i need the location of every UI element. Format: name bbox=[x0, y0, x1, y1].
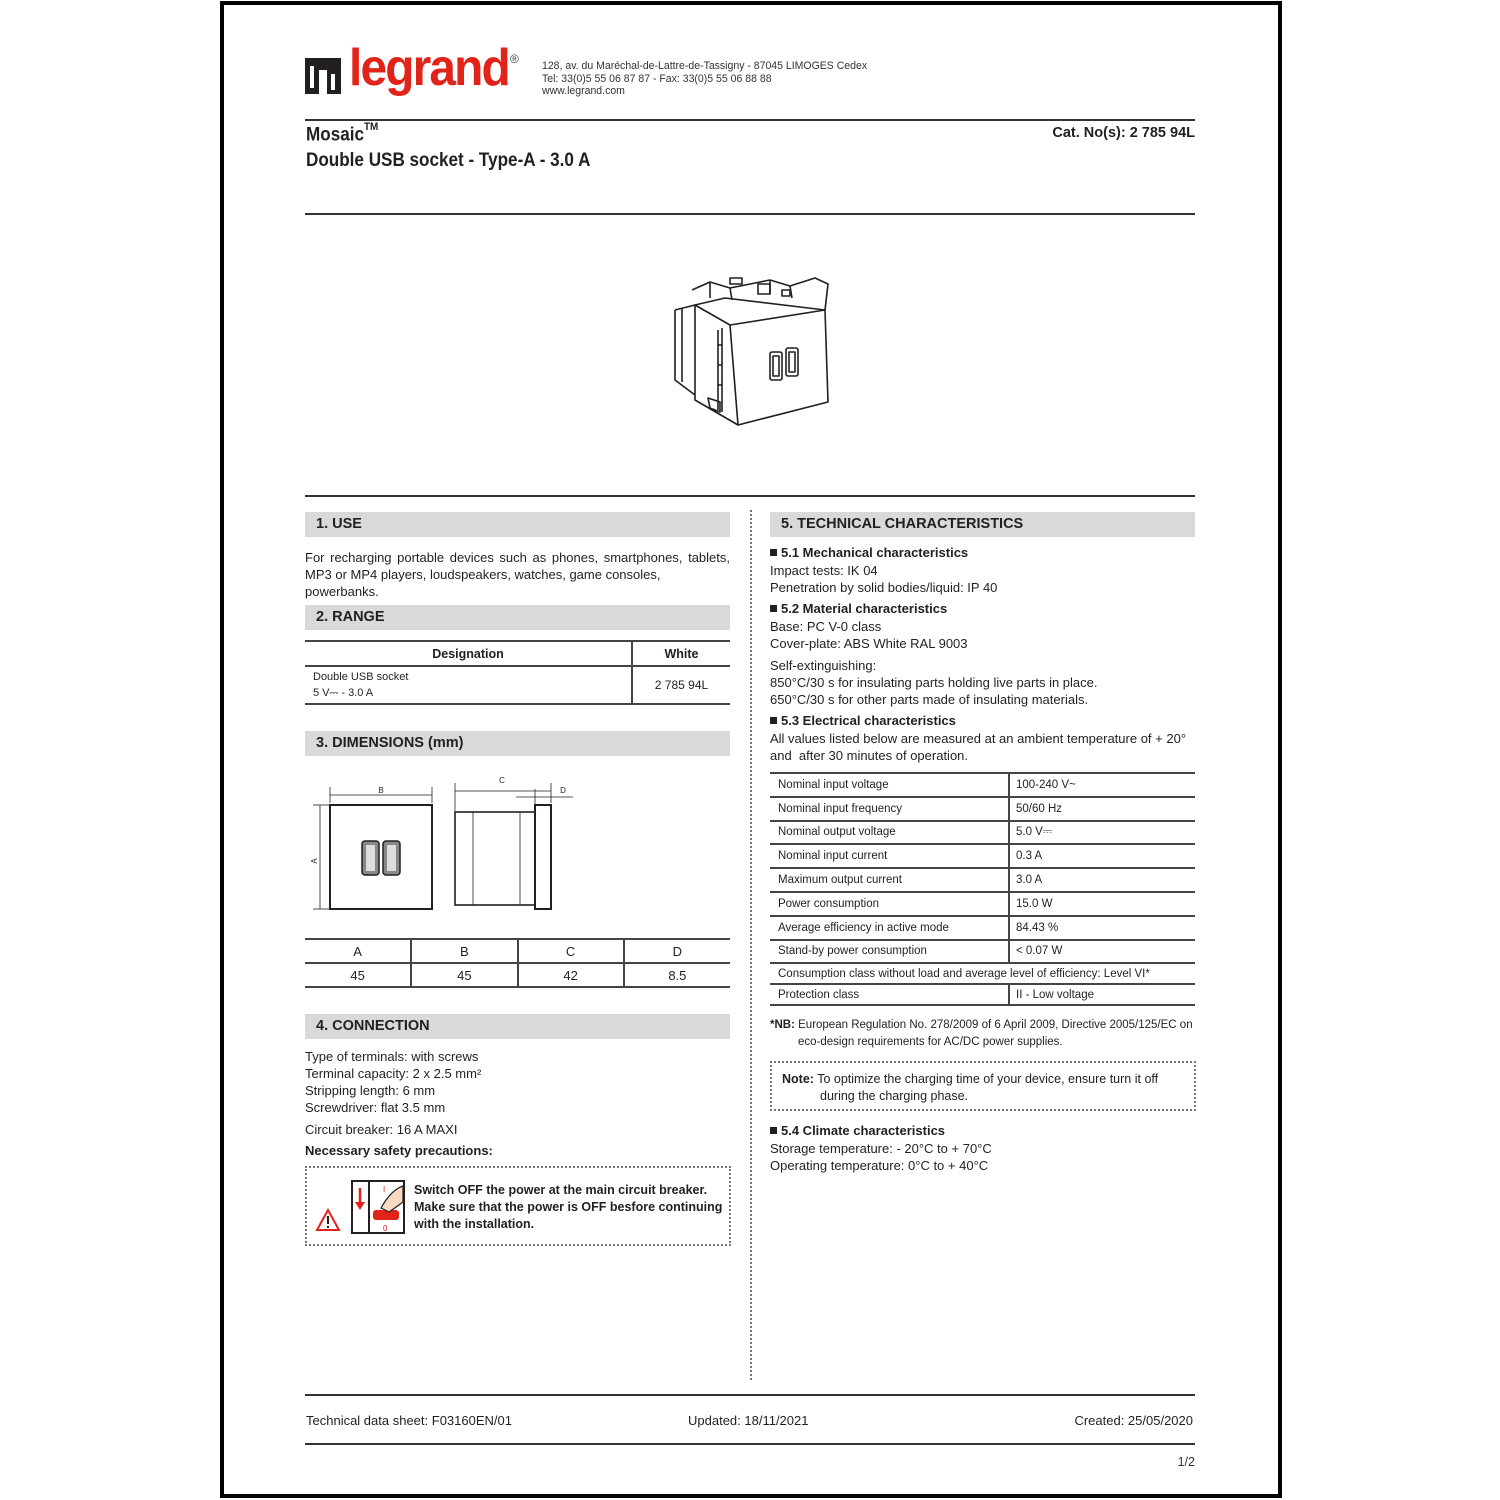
section-header-connection: 4. CONNECTION bbox=[305, 1014, 730, 1039]
legrand-logo-mark-icon bbox=[305, 56, 341, 96]
table-row bbox=[770, 892, 1195, 916]
company-address bbox=[542, 60, 867, 98]
electrical-intro: and after 30 minutes of operation. bbox=[770, 748, 969, 763]
section-header-use: 1. USE bbox=[305, 512, 730, 537]
spec-value: 3.0 A bbox=[1009, 868, 1195, 892]
spec-label: Nominal input voltage bbox=[770, 773, 1009, 797]
climate-spec: Storage temperature: - 20°C to + 70°C bbox=[770, 1141, 992, 1156]
self-extinguishing-spec: 850°C/30 s for insulating parts holding live parts in place. bbox=[770, 675, 1098, 690]
phone-line: Tel: 33(0)5 55 06 87 87 - Fax: 33(0)5 55 06 88 88 bbox=[542, 72, 772, 85]
note-label: Note: bbox=[782, 1072, 814, 1086]
switch-on-label: I bbox=[383, 1185, 386, 1194]
updated-date: Updated: 18/11/2021 bbox=[688, 1413, 809, 1428]
safety-line: Switch OFF the power at the main circuit breaker. bbox=[414, 1183, 708, 1197]
datasheet-reference: Technical data sheet: F03160EN/01 bbox=[306, 1413, 512, 1428]
circuit-breaker-switch-icon bbox=[351, 1180, 405, 1234]
dimension-label-a: A bbox=[310, 858, 319, 864]
table-row bbox=[770, 868, 1195, 892]
spec-value: < 0.07 W bbox=[1009, 940, 1195, 964]
table-row bbox=[770, 963, 1195, 984]
table-row bbox=[305, 666, 730, 704]
page-number: 1/2 bbox=[1177, 1455, 1195, 1469]
spec-label: Nominal input current bbox=[770, 844, 1009, 868]
nb-footnote bbox=[770, 1017, 1193, 1051]
section-header-range: 2. RANGE bbox=[305, 605, 730, 630]
designation-rating: 5 V⎓ - 3.0 A bbox=[313, 687, 374, 699]
spec-label: Maximum output current bbox=[770, 868, 1009, 892]
circuit-breaker-spec: Circuit breaker: 16 A MAXI bbox=[305, 1122, 458, 1137]
spec-value: 84.43 % bbox=[1009, 916, 1195, 940]
dim-header-a: A bbox=[305, 939, 411, 963]
dimension-label-d: D bbox=[560, 786, 566, 795]
dim-value-d: 8.5 bbox=[624, 963, 730, 987]
created-date: Created: 25/05/2020 bbox=[1074, 1413, 1193, 1428]
spec-value: 0.3 A bbox=[1009, 844, 1195, 868]
section-header-dimensions: 3. DIMENSIONS (mm) bbox=[305, 731, 730, 756]
spec-label: Stand-by power consumption bbox=[770, 940, 1009, 964]
bullet-square-icon bbox=[770, 1127, 777, 1134]
dim-header-b: B bbox=[411, 939, 517, 963]
note-line: To optimize the charging time of your device, ensure turn it off bbox=[817, 1072, 1159, 1086]
column-header-designation: Designation bbox=[305, 641, 632, 666]
spec-value: 50/60 Hz bbox=[1009, 797, 1195, 821]
dim-value-a: 45 bbox=[305, 963, 411, 987]
bullet-square-icon bbox=[770, 549, 777, 556]
note-text bbox=[782, 1071, 1158, 1105]
dim-value-c: 42 bbox=[518, 963, 624, 987]
designation-cell bbox=[305, 666, 632, 704]
spec-label: Nominal input frequency bbox=[770, 797, 1009, 821]
safety-line: with the installation. bbox=[414, 1217, 535, 1231]
self-extinguishing-spec: 650°C/30 s for other parts made of insulating materials. bbox=[770, 692, 1089, 707]
content-divider bbox=[305, 495, 1195, 497]
note-line: during the charging phase. bbox=[820, 1089, 969, 1103]
column-header-white: White bbox=[632, 641, 730, 666]
use-text-line: For recharging portable devices such as phones, smartphones, tablets, bbox=[305, 550, 730, 565]
switch-off-label: 0 bbox=[383, 1224, 388, 1233]
climate-spec: Operating temperature: 0°C to + 40°C bbox=[770, 1158, 989, 1173]
title-divider bbox=[305, 213, 1195, 215]
self-extinguishing-title: Self-extinguishing: bbox=[770, 658, 877, 673]
safety-instructions bbox=[414, 1182, 722, 1233]
consumption-class-row: Consumption class without load and average level of efficiency: Level VI* bbox=[770, 963, 1195, 984]
product-title: Double USB socket - Type-A - 3.0 A bbox=[306, 150, 591, 171]
catalog-number: Cat. No(s): 2 785 94L bbox=[1052, 125, 1195, 141]
dim-header-c: C bbox=[518, 939, 624, 963]
use-text-line: MP3 or MP4 players, loudspeakers, watches, game consoles, powerbanks. bbox=[305, 567, 661, 599]
mechanical-spec: Penetration by solid bodies/liquid: IP 40 bbox=[770, 580, 998, 595]
trademark: TM bbox=[363, 121, 379, 133]
connection-spec: Terminal capacity: 2 x 2.5 mm² bbox=[305, 1066, 482, 1081]
connection-spec: Type of terminals: with screws bbox=[305, 1049, 479, 1064]
nb-label: *NB: bbox=[770, 1019, 795, 1031]
spec-label: Nominal output voltage bbox=[770, 821, 1009, 845]
spec-value: 5.0 V⎓ bbox=[1009, 821, 1195, 845]
warning-triangle-icon bbox=[315, 1208, 341, 1232]
brand-title bbox=[306, 121, 379, 146]
spec-value: 15.0 W bbox=[1009, 892, 1195, 916]
address-line: 128, av. du Maréchal-de-Lattre-de-Tassigny - 87045 LIMOGES Cedex bbox=[542, 60, 868, 72]
connection-spec: Screwdriver: flat 3.5 mm bbox=[305, 1100, 446, 1115]
dimensions-table bbox=[305, 938, 730, 988]
spec-value: II - Low voltage bbox=[1009, 984, 1195, 1005]
subsection-title: 5.3 Electrical characteristics bbox=[781, 713, 956, 728]
table-row bbox=[770, 797, 1195, 821]
dimension-label-c: C bbox=[499, 776, 505, 785]
footer-bottom-divider bbox=[305, 1443, 1195, 1445]
subsection-material bbox=[770, 601, 947, 616]
nb-text: European Regulation No. 278/2009 of 6 April 2009, Directive 2005/125/EC on bbox=[798, 1019, 1193, 1031]
electrical-intro: All values listed below are measured at an ambient temperature of + 20° bbox=[770, 731, 1187, 746]
bullet-square-icon bbox=[770, 605, 777, 612]
dimensions-diagram bbox=[305, 775, 585, 920]
table-row bbox=[770, 916, 1195, 940]
column-divider bbox=[750, 510, 752, 1380]
table-row bbox=[770, 940, 1195, 964]
material-spec: Base: PC V-0 class bbox=[770, 619, 882, 634]
spec-label: Power consumption bbox=[770, 892, 1009, 916]
subsection-electrical bbox=[770, 713, 956, 728]
brand-name: Mosaic bbox=[306, 124, 364, 146]
safety-warning-box bbox=[305, 1166, 731, 1246]
designation-name: Double USB socket bbox=[313, 671, 409, 683]
subsection-title: 5.4 Climate characteristics bbox=[781, 1123, 946, 1138]
dimension-label-b: B bbox=[378, 786, 384, 795]
subsection-title: 5.2 Material characteristics bbox=[781, 601, 948, 616]
white-cat-no-cell: 2 785 94L bbox=[632, 666, 730, 704]
table-row bbox=[770, 821, 1195, 845]
connection-spec: Stripping length: 6 mm bbox=[305, 1083, 436, 1098]
legrand-logo bbox=[305, 39, 523, 110]
safety-title: Necessary safety precautions: bbox=[305, 1143, 493, 1158]
table-row bbox=[770, 984, 1195, 1005]
electrical-characteristics-table bbox=[770, 772, 1195, 1006]
safety-line: Make sure that the power is OFF besfore continuing bbox=[414, 1200, 723, 1214]
header-divider bbox=[305, 119, 1195, 121]
section-header-technical: 5. TECHNICAL CHARACTERISTICS bbox=[770, 512, 1195, 537]
usb-socket-product-image bbox=[670, 270, 835, 430]
spec-label: Protection class bbox=[770, 984, 1009, 1005]
dimensions-value-row bbox=[305, 963, 730, 987]
table-row bbox=[770, 773, 1195, 797]
footer-top-divider bbox=[305, 1394, 1195, 1396]
subsection-title: 5.1 Mechanical characteristics bbox=[781, 545, 969, 560]
website-link[interactable]: www.legrand.com bbox=[542, 85, 625, 98]
dim-header-d: D bbox=[624, 939, 730, 963]
dimensions-header-row bbox=[305, 939, 730, 963]
spec-value: 100-240 V~ bbox=[1009, 773, 1195, 797]
dim-value-b: 45 bbox=[411, 963, 517, 987]
bullet-square-icon bbox=[770, 717, 777, 724]
spec-label: Average efficiency in active mode bbox=[770, 916, 1009, 940]
registered-mark: ® bbox=[510, 52, 519, 66]
note-box bbox=[770, 1061, 1196, 1111]
subsection-mechanical bbox=[770, 545, 968, 560]
material-spec: Cover-plate: ABS White RAL 9003 bbox=[770, 636, 968, 651]
nb-text: eco-design requirements for AC/DC power supplies. bbox=[798, 1036, 1063, 1048]
range-table-header bbox=[305, 641, 730, 666]
mechanical-spec: Impact tests: IK 04 bbox=[770, 563, 878, 578]
range-table bbox=[305, 640, 730, 705]
subsection-climate bbox=[770, 1123, 945, 1138]
table-row bbox=[770, 844, 1195, 868]
logo-wordmark: legrand bbox=[349, 39, 509, 97]
